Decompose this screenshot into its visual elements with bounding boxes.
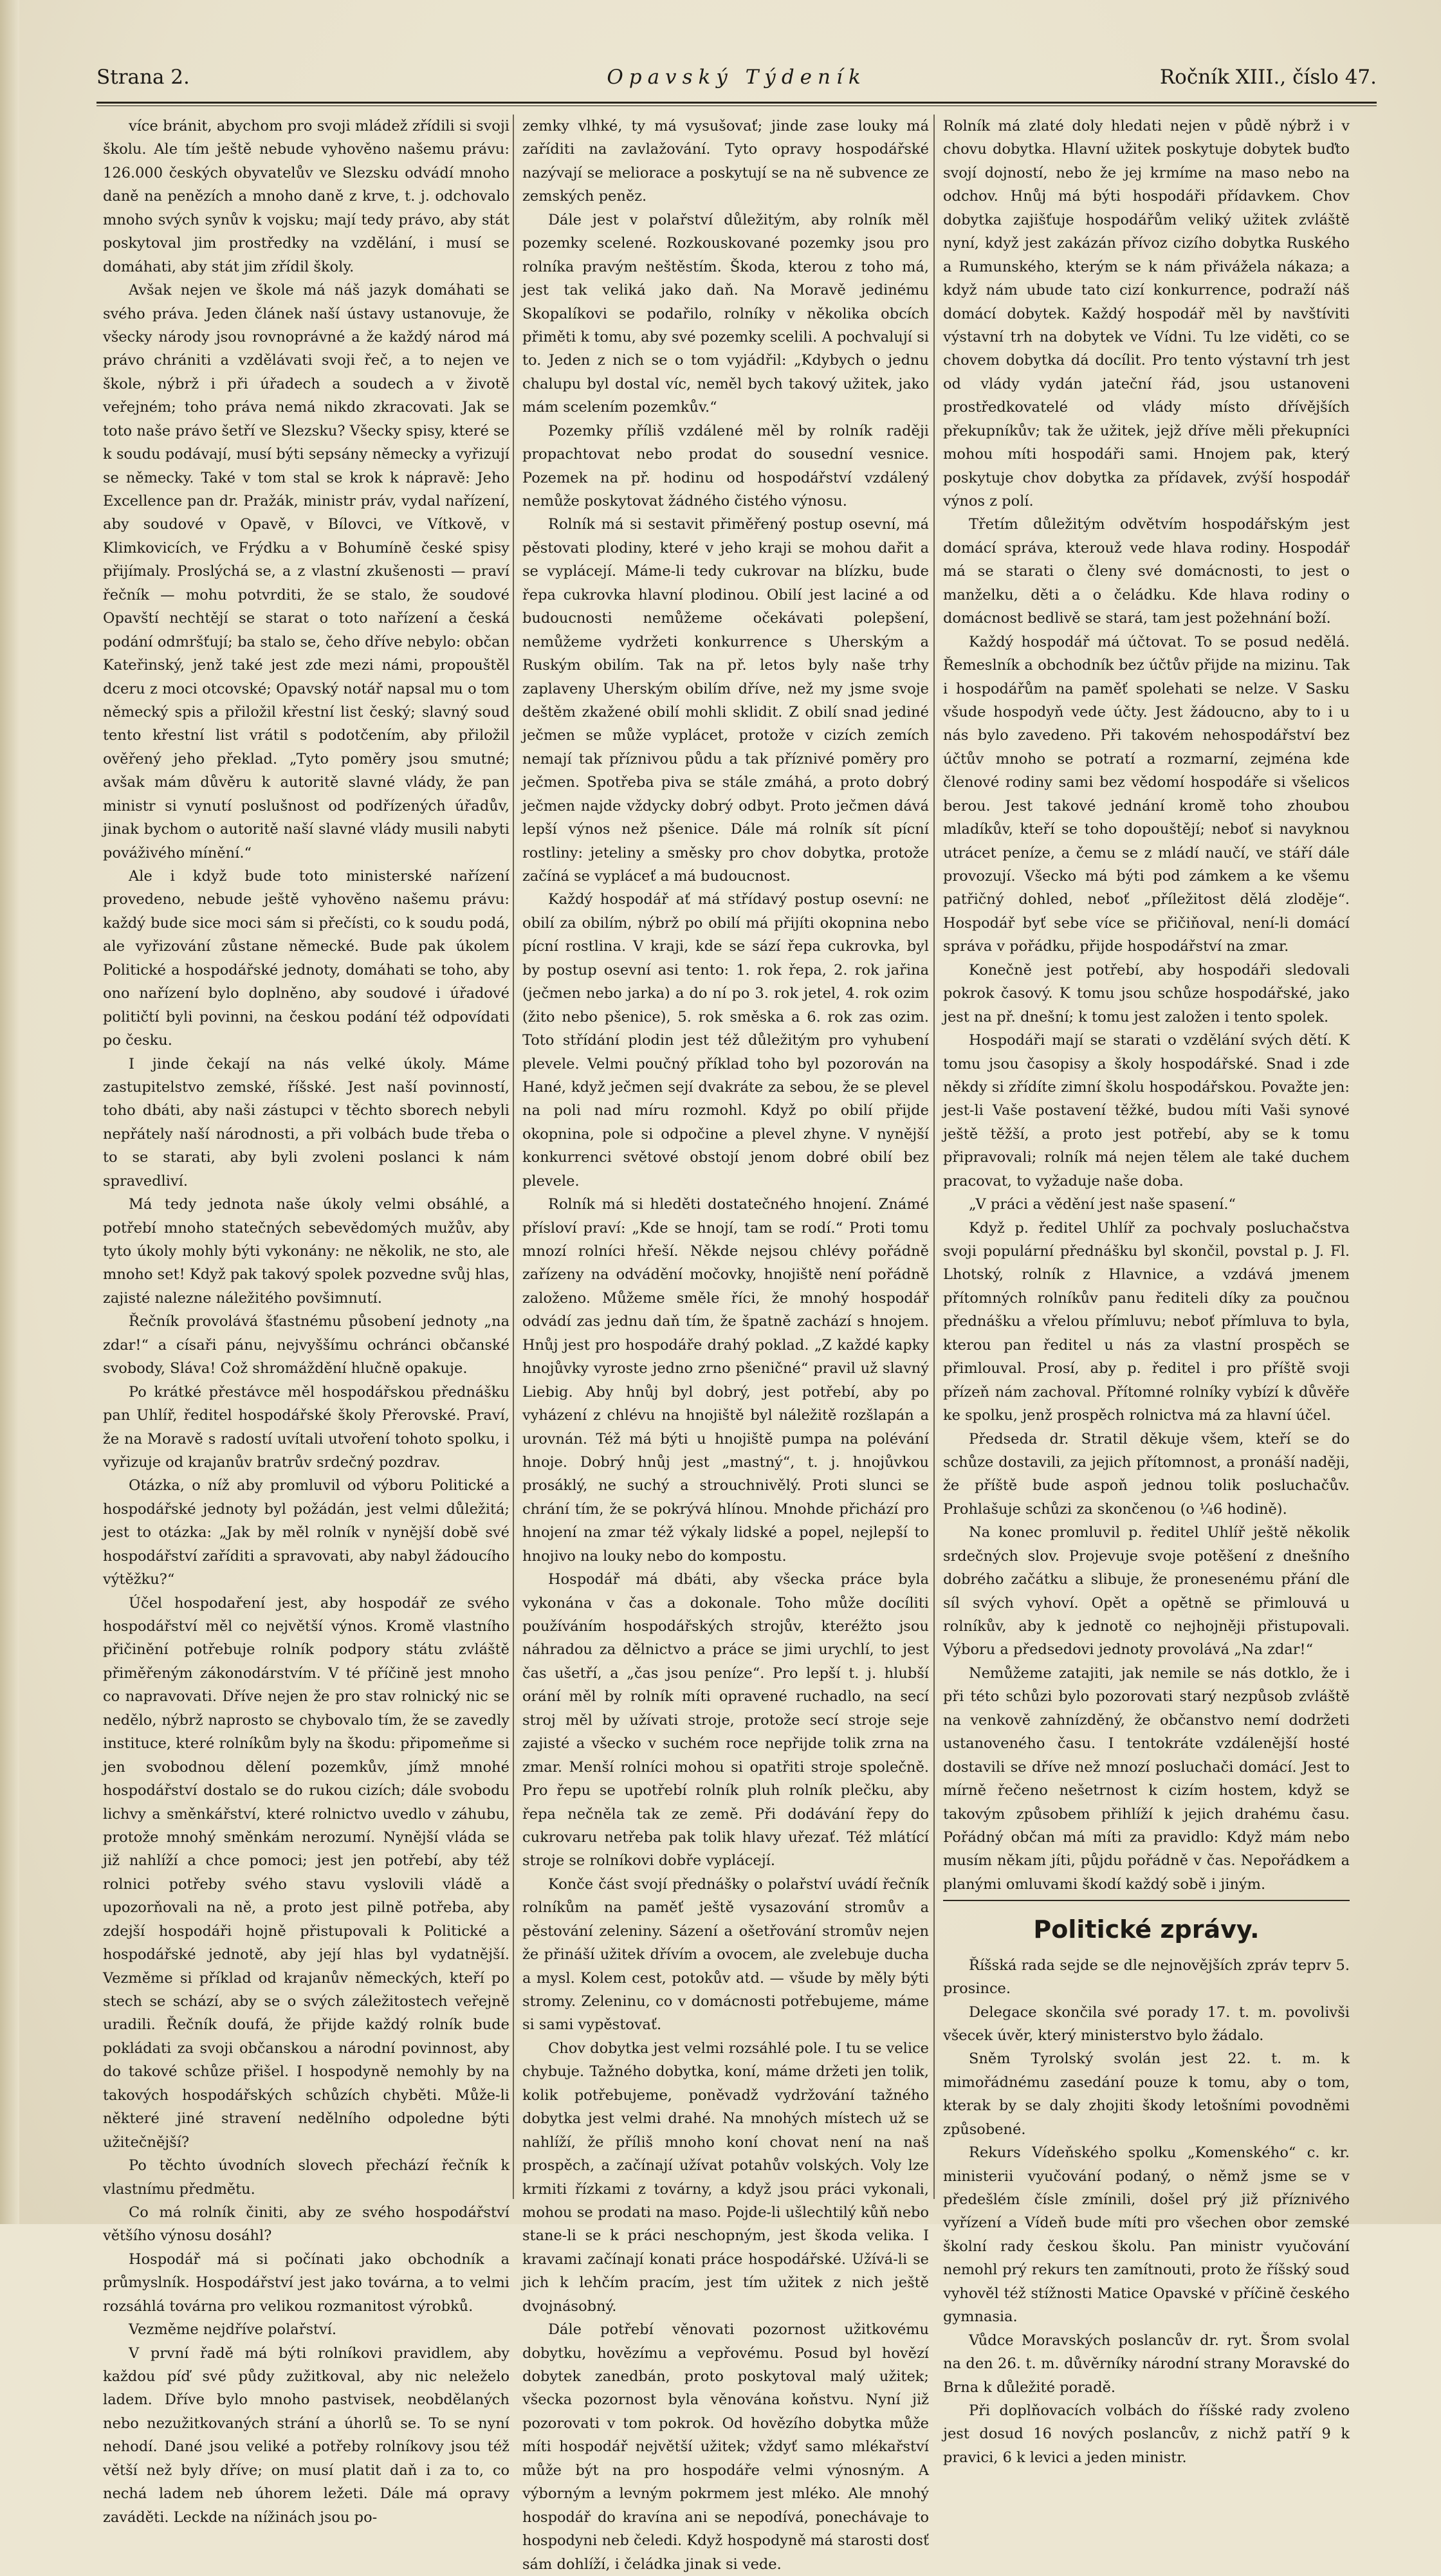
paragraph: Dále potřebí věnovati pozornost užitkovému dobytku, hovězímu a vepřovému. Posud byl hovězí dobytek zanedbán, proto poskytoval malý užitek; všecka pozornost byla věnována koňstvu. Nyní již pozorovati v tom pokrok. Od hovězího dobytka může míti hospodář největší užitek; vždyť samo mlékařství může být na pro hospodáře velmi výnosným. A výborným a levným pokrmem jest mléko. Ale mnohý hospodář do kravína ani se nepodívá, ponechávaje to hospodyni neb čeledi. Když hospodyně má starosti dosť sám dohlíží, i čeládka jinak si vede. [522, 2321, 929, 2573]
section-heading: Politické zprávy. [1033, 1915, 1260, 1944]
paragraph: Hospodář má si počínati jako obchodník a průmyslník. Hospodářství jest jako továrna, a to velmi rozsáhlá továrna pro velikou rozmanitost výrobků. [103, 2250, 509, 2315]
paragraph: I jinde čekají na nás velké úkoly. Máme zastupitelstvo zemské, říšské. Jest naší povinností, toho dbáti, aby naši zástupci v těchto sborech nebyli nepřátely naší národnosti, a při volbách bude třeba o to se starati, aby byli zvoleni poslanci k nám spravedliví. [103, 1055, 509, 1190]
paragraph: Předseda dr. Stratil děkuje všem, kteří se do schůze dostavili, za jejich přítomnost, a pronáší naději, že příště bude aspoň jednou tolik posluchačův. Prohlašuje schůzi za skončenou (o ¼6 hodině). [943, 1430, 1350, 1518]
paragraph: Vezměme nejdříve polařství. [129, 2321, 337, 2339]
paragraph: zemky vlhké, ty má vysušovať; jinde zase louky má zaříditi na zavlažování. Tyto opravy hospodářské nazývají se meliorace a poskytují se na ně subvence ze zemských peněz. [522, 118, 929, 205]
news-item: Delegace skončila své porady 17. t. m. povolivši všecek úvěr, který ministerstvo bylo žádalo. [943, 2003, 1350, 2044]
volume-issue: Ročník XIII., číslo 47. [1159, 66, 1377, 89]
text-column-3 [943, 115, 1350, 2466]
paragraph: Rolník má zlaté doly hledati nejen v půdě nýbrž i v chovu dobytka. Hlavní užitek poskytuje dobytek buďto svojí dojností, nebo že jej krmíme na maso nebo na odchov. Hnůj má býti hospodáři přídavkem. Chov dobytka zajišťuje hospodářům veliký užitek zvláště nyní, když jest zakázán přívoz cizího dobytka Ruského a Rumunského, kterým se k nám přivážela nákaza; a když nám ubude tato cizí konkurrence, podraží náš domácí dobytek. Každý hospodář měl by navštíviti výstavní trh na dobytek ve Vídni. Tu lze viděti, co se chovem dobytka dá docílit. Pro tento výstavní trh jest od vlády vydán jateční řád, jsou ustanoveni prostředkovatelé od vlády místo dřívějších překupníkův; tak že užitek, jejž dříve měli překupníci mohou míti hospodáři sami. Hnojem pak, který poskytuje chov dobytka za přídavek, zvýší hospodář výnos z polí. [943, 118, 1350, 510]
paragraph: Hospodáři mají se starati o vzdělání svých dětí. K tomu jsou časopisy a školy hospodářské. Snad i zde někdy si zřídíte zimní školu hospodářskou. Považte jen: jest-li Vaše postavení těžké, budou míti Vaši synové ještě těžší, a proto jest potřebí, aby se k tomu připravovali; rolník má nejen tělem ale také duchem pracovat, to vyžaduje naše doba. [943, 1032, 1350, 1190]
paragraph: Pozemky příliš vzdálené měl by rolník raději propachtovat nebo prodat do sousední vesnice. Pozemek na př. hodinu od hospodářství vzdálený nemůže poskytovat žádného čistého výnosu. [522, 422, 929, 510]
paragraph: Po krátké přestávce měl hospodářskou přednášku pan Uhlíř, ředitel hospodářské školy Přerovské. Praví, že na Moravě s radostí uvítali utvoření tohoto spolku, i vyřizuje od krajanův bratrův srdečný pozdrav. [103, 1383, 509, 1471]
paragraph: Každý hospodář má účtovat. To se posud nedělá. Řemeslník a obchodník bez účtův přijde na mizinu. Tak i hospodářům na paměť spolehati se nelze. V Sasku všude hospodyň vede účty. Jest žádoucno, aby to i u nás bylo zavedeno. Při takovém nehospodářství bez účtův mnoho se potratí a rozmarní, zejména kde členové rodiny sami bez vědomí hospodáře si všelicos berou. Jest takové jednání kromě toho zhoubou mladíkův, kteří se toho dopouštějí; neboť si navyknou utrácet peníze, a čemu se z mládí naučí, ve stáří dále provozují. Všecko má býti pod zámkem a ke všemu patřičný dohled, neboť „příležitost dělá zloděje“. Hospodář byť sebe více se přičiňoval, není-li domácí správa v pořádku, přijde hospodářství na zmar. [943, 633, 1350, 955]
news-item: Rekurs Vídeňského spolku „Komenského“ c. kr. ministerii vyučování podaný, o němž jsme se v předešlém čísle zmínili, došel prý již příznivého vyřízení a Vídeň bude míti pro všechen obor zemské školní rady českou školu. Pan ministr vyučování nemohl prý rekurs ten zamítnouti, proto že říšský soud vyhověl též stížnosti Matice Opavské v příčině českého gymnasia. [943, 2144, 1350, 2326]
paragraph: Řečník provolává šťastnému působení jednoty „na zdar!“ a císaři pánu, nejvyššímu ochránci občanské svobody, Sláva! Což shromáždění hlučně opakuje. [103, 1313, 509, 1377]
newspaper-title: Opavský Týdeník [607, 66, 867, 89]
text-column-2 [522, 115, 929, 2573]
news-item: Při doplňovacích volbách do říšské rady zvoleno jest dosud 16 nových poslancův, z nichž patří 9 k pravici, 6 k levici a jeden ministr. [943, 2402, 1350, 2466]
paragraph: více bránit, abychom pro svoji mládež zřídili si svoji školu. Ale tím ještě nebude vyhověno našemu právu: 126.000 českých obyvatelův ve Slezsku odvádí mnoho daně na penězích a mnoho daně z krve, t. j. odchovalo mnoho svých synův k vojsku; mají tedy právo, aby stát poskytoval jim prostředky na vzdělání, i musí se domáhati, aby stát jim zřídil školy. [103, 118, 509, 275]
paragraph: Když p. ředitel Uhlíř za pochvaly posluchačstva svoji populární přednášku byl skončil, povstal p. J. Fl. Lhotský, rolník z Hlavnice, a vzdává jmenem přítomných rolníkův panu řediteli díky za poučnou přednášku a vřelou přímluvu; neboť přímluva to byla, kterou pan ředitel u nás za vlastní prospěch se přimlouval. Prosí, aby p. ředitel i pro příště svoji přízeň nám zachoval. Přítomné rolníky vybízí k důvěře ke spolku, jenž prospěch rolnictva má za hlavní účel. [943, 1219, 1350, 1424]
paragraph: Nemůžeme zatajiti, jak nemile se nás dotklo, že i při této schůzi bylo pozorovati starý nezpůsob zvláště na venkově zahnízděný, že občanstvo nemí dodržeti ustanoveného času. I tentokráte vzdálenější hosté dostavili se dříve než mnozí posluchači domácí. Jest to mírně řečeno nešetrnost k cizím hostem, když se takovým způsobem přihlíží k jejich drahému času. Pořádný občan má míti za pravidlo: Když mám nebo musím někam jíti, půjdu pořádně v čas. Nepořádkem a planými omluvami škodí každý sobě i jiným. [943, 1664, 1350, 1893]
paragraph: Avšak nejen ve škole má náš jazyk domáhati se svého práva. Jeden článek naší ústavy ustanovuje, že všecky národy jsou rovnoprávné a že každý národ má právo chrániti a vzdělávati svoji řeč, a to nejen ve škole, nýbrž i při úřadech a soudech a v životě veřejném; toho práva nemá nikdo zkracovati. Jak se toto naše právo šetří ve Slezsku? Všecky spisy, které se k soudu podávají, musí býti sepsány německy a vyřizují se německy. Také v tom stal se krok k nápravě: Jeho Excellence pan dr. Pražák, ministr práv, vydal nařízení, aby soudové v Opavě, v Bílovci, ve Vítkově, v Klimkovicích, ve Frýdku a v Bohumíně české spisy přijímaly. Proslýchá se, a z vlastní zkušenosti — praví řečník — mohu potvrditi, že se stalo, že soudové Opavští nechtějí se starat o toto nařízení a česká podání odmršťují; ba stalo se, čeho dříve nebylo: občan Kateřinský, jenž také jest zde mezi námi, propouštěl dceru z moci otcovské; Opavský notář napsal mu o tom německý spis a přiložil křestní list český; slavný soud tento křestní list vrátil s podotčením, aby přiložil ověřený jeho překlad. „Tyto poměry jsou smutné; avšak mám důvěru k autoritě slavné vlády, že pan ministr si vynutí poslušnost od podřízených úřadův, jinak bychom o autoritě naší slavné vlády musili nabyti pováživého mínění.“ [103, 282, 509, 861]
news-item: Sněm Tyrolský svolán jest 22. t. m. k mimořádnému zasedání pouze k tomu, aby o tom, kterak by se daly zhojiti škody letošními povodněmi způsobené. [943, 2050, 1350, 2138]
paragraph: Rolník má si hleděti dostatečného hnojení. Známé přísloví praví: „Kde se hnojí, tam se rodí.“ Proti tomu mnozí rolníci hřeší. Někde nejsou chlévy pořádně zařízeny na odvádění močovky, hnojiště není pořádně založeno. Můžeme směle říci, že mnohý hospodář odvádí zas jednu daň tím, že špatně zachází s hnojem. Hnůj jest pro hospodáře drahý poklad. „Z každé kapky hnojůvky vyroste jedno zrno pšeničné“ pravil už slavný Liebig. Aby hnůj byl dobrý, jest potřebí, aby po vyházení z chlévu na hnojiště byl náležitě rozšlapán a urovnán. Též má býti u hnojiště pumpa na polévání hnoje. Dobrý hnůj jest „mastný“, t. j. hnojůvkou prosáklý, ne suchý a strouchnivělý. Proti slunci se chrání tím, že se pokrývá hlínou. Mnohde přichází pro hnojení na zmar též výkaly lidské a popel, nejlepší to hnojivo na louky nebo do kompostu. [522, 1196, 929, 1565]
paragraph: Rolník má si sestavit přiměřený postup osevní, má pěstovati plodiny, které v jeho kraji se mohou dařit a se vyplácejí. Máme-li tedy cukrovar na blízku, bude řepa cukrovka hlavní plodinou. Obilí jest laciné a od budoucnosti nemůžeme očekávati polepšení, nemůžeme vydržeti konkurrence s Uherským a Ruským obilím. Tak na př. letos byly naše trhy zaplaveny Uherským obilím dříve, než my jsme svoje deštěm zkažené obilí mohli sklidit. Z obilí snad jediné ječmen se může vyplácet, protože v cizích zemích nemají tak příznivou půdu a tak příznivé poměry pro ječmen. Spotřeba piva se stále zmáhá, a proto dobrý ječmen najde vždycky dobrý odbyt. Proto ječmen dává lepší výnos než pšenice. Dále má rolník sít pícní rostliny: jeteliny a směsky pro chov dobytka, protože začíná se vypláceť a má budoucnost. [522, 516, 929, 885]
news-item: Vůdce Moravských poslancův dr. ryt. Šrom svolal na den 26. t. m. důvěrníky národní strany Moravské do Brna k důležité poradě. [943, 2332, 1350, 2396]
section-rule [943, 1900, 1350, 1901]
paragraph: V první řadě má býti rolníkovi pravidlem, aby každou píď své půdy zužitkoval, aby nic neleželo ladem. Dříve bylo mnoho pastvisek, neobdělaných nebo nezužitkovaných strání a úhorlů se. To se nyní nehodí. Dané jsou veliké a potřeby rolníkovy jsou též větší než byly dříve; on musí platit daň i za to, co nechá ladem neb úhorem ležeti. Dále má opravy zaváděti. Leckde na nížinách jsou po- [103, 2344, 509, 2526]
text-column-1 [103, 115, 509, 2526]
column-divider [513, 115, 514, 2199]
paragraph: Hospodář má dbáti, aby všecka práce byla vykonána v čas a dokonale. Toho může docíliti používáním hospodářských strojův, kteréžto jsou náhradou za dělnictvo a práce se jimi urychlí, to jest čas ušetří, a „čas jsou peníze“. Pro lepší t. j. hlubší orání měl by rolník míti opravené ruchadlo, na secí stroj měl by užívati stroje, protože secí stroje seje zajisté a všecko v suchém roce nepřijde tolik zrna na zmar. Menší rolníci mohou si opatřiti stroje společně. Pro řepu se upotřebí rolník pluh rolník plečku, aby řepa nečněla tak ze země. Při dodávání řepy do cukrovaru netřeba pak tolik hlavy uřezať. Též mlátící stroje se rolníkovi dobře vyplácejí. [522, 1571, 929, 1870]
paragraph: „V práci a vědění jest naše spasení.“ [969, 1196, 1236, 1213]
page-fold-shadow [0, 0, 19, 2224]
paragraph: Chov dobytka jest velmi rozsáhlé pole. I tu se velice chybuje. Tažného dobytka, koní, máme držeti jen tolik, kolik potřebujeme, poněvadž vydržování tažného dobytka jest velmi drahé. Na mnohých místech už se nahlíží, že příliš mnoho koní chovat není na naš prospěch, a začínají užívat potahův volských. Voly lze krmiti řízkami z továrny, a když jsou práci vykonali, mohou se prodati na maso. Pojde-li ušlechtilý kůň nebo stane-li se k práci neschopným, jest škoda velika. I kravami začínají konati práce hospodářské. Užívá-li se jich k lehčím pracím, jest tím užitek z nich ještě dvojnásobný. [522, 2039, 929, 2315]
paragraph: Co má rolník činiti, aby ze svého hospodářství většího výnosu dosáhl? [103, 2203, 509, 2245]
paragraph: Má tedy jednota naše úkoly velmi obsáhlé, a potřebí mnoho statečných sebevědomých mužův, aby tyto úkoly mohly býti vykonány: ne několik, ne sto, ale mnoho set! Když pak takový spolek pozvedne svůj hlas, zajisté nalezne náležitého povšimnutí. [103, 1196, 509, 1307]
paragraph: Po těchto úvodních slovech přechází řečník k vlastnímu předmětu. [103, 2157, 509, 2198]
paragraph: Ale i když bude toto ministerské nařízení provedeno, nebude ještě vyhověno našemu právu: každý bude sice moci sám si přečísti, co k soudu podá, ale vyřizování zůstane německé. Bude pak úkolem Politické a hospodářské jednoty, domáhati se toho, aby ono nařízení bylo doplněno, aby soudové i úřadové političtí byli povinni, na českou podání též odpovídati po česku. [103, 868, 509, 1049]
paragraph: Na konec promluvil p. ředitel Uhlíř ještě několik srdečných slov. Projevuje svoje potěšení z dnešního dobrého začátku a slibuje, že pronesenému přání dle síl svých vyhoví. Opět a opětně se přimlouvá u rolníkův, aby k jednotě co nejhojněji přistupovali. Výboru a předsedovi jednoty provolává „Na zdar!“ [943, 1524, 1350, 1659]
paragraph: Účel hospodaření jest, aby hospodář ze svého hospodářství měl co největší výnos. Kromě vlastního přičinění potřebuje rolník podpory státu zvláště přiměřeným zákonodárstvím. V té příčině jest mnoho co napravovati. Dříve nejen že pro stav rolnický nic se nedělo, nýbrž naprosto se chybovalo tím, že se zavedly instituce, které rolníkům byly na škodu: připomeňme si jen svobodnou dělení pozemkův, jímž mnohé hospodářství dostalo se do rukou cizích; dále svobodu lichvy a směnkářství, které rolnictvo uvedlo v záhubu, protože mnohý směnkám nerozumí. Nynější vláda se již nahlíží a chce pomoci; jest jen potřebí, aby též rolnici potřeby svého stavu vyslovili vládě a upozorňovali na ně, a proto jest pilně potřeba, aby zdejší hospodáři hojně přistupovali k Politické a hospodářské jednotě, aby její hlas byl vydatnější. Vezměme si příklad od krajanův německých, kteří po stech se schází, aby se o svých záležitostech veřejně uradili. Řečník doufá, že přijde každý rolník bude pokládati za svoji občanskou a národní povinnost, aby do takové schůze přišel. I hospodyně nemohly by na takových hospodářských schůzích chyběti. Může-li některé jiné stravení nedělního odpoledne býti užitečnější? [103, 1594, 509, 2151]
paragraph: Dále jest v polařství důležitým, aby rolník měl pozemky scelené. Rozkouskované pozemky jsou pro rolníka pravým neštěstím. Škoda, kterou z toho má, jest tak veliká jako daň. Na Moravě jedinému Skopalíkovi se podařilo, rolníky v několika obcích přiměti k tomu, aby své pozemky scelili. A pochvalují si to. Jeden z nich se o tom vyjádřil: „Kdybych o jednu chalupu byl dostal víc, neměl bych takový užitek, jako mám scelením pozemkův.“ [522, 211, 929, 416]
paragraph: Otázka, o níž aby promluvil od výboru Politické a hospodářské jednoty byl požádán, jest velmi důležitá; jest to otázka: „Jak by měl rolník v nynější době své hospodářství zaříditi a spravovati, aby nabyl žádoucího výtěžku?“ [103, 1477, 509, 1588]
paragraph: Třetím důležitým odvětvím hospodářským jest domácí správa, kterouž vede hlava rodiny. Hospodář má se starati o členy své domácnosti, to jest o manželku, děti a o čeládku. Kde hlava rodiny o domácnost bedlivě se stará, tam jest požehnání boží. [943, 516, 1350, 627]
paragraph: Konečně jest potřebí, aby hospodáři sledovali pokrok časový. K tomu jsou schůze hospodářské, jako jest na př. dnešní; k tomu jest založen i tento spolek. [943, 961, 1350, 1026]
page-number: Strana 2. [96, 66, 190, 89]
news-item: Říšská rada sejde se dle nejnovějších zpráv teprv 5. prosince. [943, 1956, 1350, 1998]
page-header [96, 66, 1377, 104]
paragraph: Konče část svojí přednášky o polařství uvádí řečník rolníkům na paměť ještě vysazování stromův a pěstování zeleniny. Sázení a ošetřování stromův nejen že přináší užitek dřívím a ovocem, ale zvelebuje ducha a mysl. Kolem cest, potokův atd. — všude by měly býti stromy. Zeleninu, co v domácnosti potřebujeme, máme si sami vypěstovať. [522, 1875, 929, 2034]
header-rule [96, 102, 1377, 104]
paragraph: Každý hospodář ať má střídavý postup osevní: ne obilí za obilím, nýbrž po obilí má přijíti okopnina nebo pícní rostlina. V kraji, kde se sází řepa cukrovka, byl by postup osevní asi tento: 1. rok řepa, 2. rok jařina (ječmen nebo jarka) a do ní po 3. rok jetel, 4. rok ozim (žito nebo pšenice), 5. rok směska a 6. rok zas ozim. Toto střídání plodin jest též důležitým pro vyhubení plevele. Velmi poučný příklad toho byl pozorován na Hané, když ječmen sejí dvakráte za sebou, že se plevel na poli nad míru rozmohl. Když po obilí přijde okopnina, pole si odpočine a plevel zhyne. V nynější konkurrenci světové obstojí jenom dobré obilí bez plevele. [522, 891, 929, 1190]
column-divider [933, 115, 935, 2199]
